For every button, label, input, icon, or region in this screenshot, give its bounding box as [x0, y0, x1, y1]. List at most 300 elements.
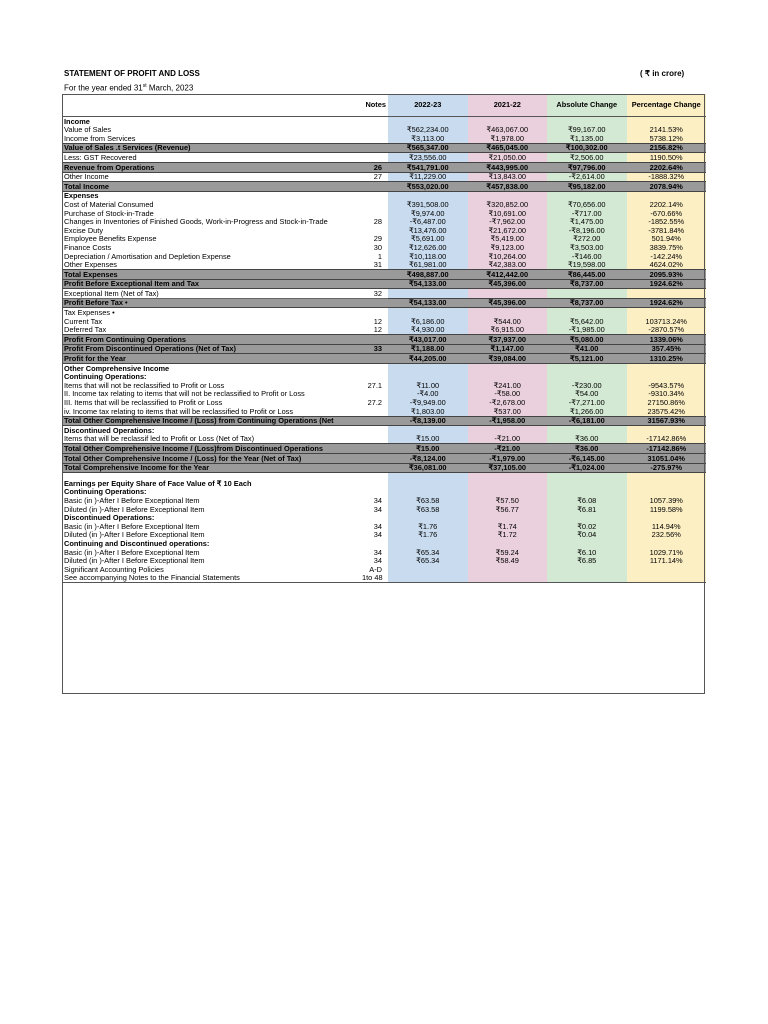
value-2021-22: -₹1,958.00	[468, 416, 548, 426]
table-row	[62, 117, 706, 126]
percentage-change-value	[627, 289, 707, 299]
percentage-change-value: 2095.93%	[627, 270, 707, 280]
percentage-change-value	[627, 117, 707, 126]
row-label: Total Expenses	[62, 270, 360, 280]
absolute-change-value: ₹99,167.00	[547, 126, 627, 135]
value-2021-22: ₹10,264.00	[468, 252, 548, 261]
row-note	[360, 539, 388, 548]
percentage-change-value	[627, 514, 707, 523]
value-2021-22	[468, 117, 548, 126]
table-row	[62, 453, 706, 463]
absolute-change-value: ₹5,642.00	[547, 317, 627, 326]
percentage-change-value: 1339.06%	[627, 335, 707, 345]
table-row	[62, 162, 706, 172]
row-label: Purchase of Stock-in-Trade	[64, 208, 154, 218]
percentage-change-value: -1888.32%	[627, 172, 707, 182]
percentage-change-value: 1924.62%	[627, 279, 707, 289]
table-row	[62, 226, 706, 235]
value-2021-22: ₹42,383.00	[468, 261, 548, 270]
value-2022-23: ₹553,020.00	[388, 182, 468, 192]
absolute-change-header: Absolute Change	[547, 94, 627, 117]
row-label: Continuing Operations:	[64, 372, 147, 382]
row-label: Changes in Inventories of Finished Goods, Work-in-Progress and Stock-in-Trade	[64, 217, 328, 227]
percentage-change-value: 2202.14%	[627, 200, 707, 209]
absolute-change-value	[547, 364, 627, 373]
value-2022-23: ₹1.76	[388, 531, 468, 540]
absolute-change-value: ₹272.00	[547, 235, 627, 244]
absolute-change-value	[547, 488, 627, 497]
value-2022-23: ₹36,081.00	[388, 463, 468, 473]
row-note: 28	[373, 217, 382, 227]
period-suffix: March, 2023	[146, 83, 194, 93]
absolute-change-value: -₹1,024.00	[547, 463, 627, 473]
table-row	[62, 182, 706, 192]
table-row	[62, 354, 706, 364]
row-note: 34	[373, 504, 382, 514]
row-note: 29	[373, 234, 382, 244]
row-note	[360, 416, 388, 426]
absolute-change-value	[547, 479, 627, 488]
absolute-change-value	[547, 574, 627, 583]
row-label: Total Comprehensive Income for the Year	[62, 463, 360, 473]
row-label: II. Income tax relating to items that will not be reclassified to Profit or Loss	[64, 389, 305, 399]
percentage-change-value: 5738.12%	[627, 134, 707, 143]
value-2021-22: ₹412,442.00	[468, 270, 548, 280]
row-note: 26	[360, 162, 388, 172]
percentage-change-value: -9310.34%	[627, 390, 707, 399]
percentage-change-value: 2078.94%	[627, 182, 707, 192]
percentage-change-value: 1057.39%	[627, 496, 707, 505]
row-label: Profit From Discontinued Operations (Net of Tax)	[62, 344, 360, 354]
row-label: Income from Services	[64, 134, 136, 143]
row-label: Total Other Comprehensive Income / (Loss) from Continuing Operations (Net	[62, 416, 360, 426]
row-label: Value of Sales .t Services (Revenue)	[62, 143, 360, 153]
row-label: Less: GST Recovered	[64, 152, 137, 162]
value-2021-22: ₹1,147.00	[468, 344, 548, 354]
percentage-change-header: Percentage Change	[627, 94, 707, 117]
value-2022-23: ₹43,017.00	[388, 335, 468, 345]
table-row	[62, 308, 706, 317]
absolute-change-value: ₹8,737.00	[547, 279, 627, 289]
absolute-change-value: -₹6,145.00	[547, 453, 627, 463]
percentage-change-value	[627, 308, 707, 317]
percentage-change-value	[627, 574, 707, 583]
value-2021-22: ₹37,105.00	[468, 463, 548, 473]
percentage-change-value: 2141.53%	[627, 126, 707, 135]
row-label: Profit for the Year	[62, 354, 360, 364]
percentage-change-value: 4624.02%	[627, 261, 707, 270]
table-row	[62, 381, 706, 390]
table-row	[62, 218, 706, 227]
percentage-change-value	[627, 479, 707, 488]
value-2022-23: ₹63.58	[388, 505, 468, 514]
value-2021-22: ₹39,084.00	[468, 354, 548, 364]
row-note	[360, 335, 388, 345]
row-note	[360, 514, 388, 523]
value-2021-22	[468, 479, 548, 488]
table-row	[62, 514, 706, 523]
row-note	[360, 153, 388, 163]
table-body	[62, 117, 706, 583]
row-label: Earnings per Equity Share of Face Value of ₹ 10 Each	[64, 479, 252, 488]
table-row	[62, 235, 706, 244]
value-2021-22	[468, 539, 548, 548]
value-2021-22	[468, 373, 548, 382]
value-2021-22: ₹9,123.00	[468, 243, 548, 252]
row-note: 1	[377, 251, 382, 261]
value-2022-23	[388, 565, 468, 574]
value-2021-22: ₹1,978.00	[468, 134, 548, 143]
absolute-change-value: ₹6.10	[547, 548, 627, 557]
row-label: Current Tax	[64, 317, 103, 326]
value-2022-23	[388, 479, 468, 488]
value-2022-23: -₹9,949.00	[388, 398, 468, 407]
table-row	[62, 407, 706, 416]
row-label: Discontinued Operations:	[64, 425, 155, 435]
table-row	[62, 539, 706, 548]
absolute-change-value	[547, 373, 627, 382]
table-row	[62, 390, 706, 399]
table-row	[62, 335, 706, 345]
value-2021-22	[468, 191, 548, 200]
percentage-change-value	[627, 488, 707, 497]
table-row	[62, 565, 706, 574]
row-label: Cost of Material Consumed	[64, 200, 154, 209]
row-label: Profit Before Tax •	[62, 298, 360, 308]
table-row	[62, 289, 706, 299]
table-row	[62, 270, 706, 280]
row-note	[360, 453, 388, 463]
row-label: Diluted (in )-After I Before Exceptional Item	[64, 530, 205, 540]
value-2022-23: ₹1,803.00	[388, 407, 468, 416]
value-2022-23: ₹391,508.00	[388, 200, 468, 209]
notes-header: Notes	[360, 94, 388, 117]
row-note	[360, 407, 388, 416]
row-label: Deferred Tax	[64, 325, 107, 335]
value-2022-23	[388, 426, 468, 435]
table-row	[62, 261, 706, 270]
row-label: Other Expenses	[64, 260, 117, 270]
row-note	[360, 463, 388, 473]
table-row	[62, 548, 706, 557]
table-row	[62, 200, 706, 209]
profit-loss-table	[62, 94, 706, 583]
percentage-change-value: 501.94%	[627, 235, 707, 244]
row-note: 27	[373, 172, 382, 182]
row-note	[360, 182, 388, 192]
table-row	[62, 488, 706, 497]
table-row	[62, 444, 706, 454]
absolute-change-value: ₹3,503.00	[547, 243, 627, 252]
row-note: 33	[360, 344, 388, 354]
value-2022-23: ₹562,234.00	[388, 126, 468, 135]
absolute-change-value	[547, 191, 627, 200]
absolute-change-value: -₹146.00	[547, 252, 627, 261]
absolute-change-value: ₹5,080.00	[547, 335, 627, 345]
row-note	[360, 209, 388, 218]
percentage-change-value: 1190.50%	[627, 153, 707, 163]
row-note	[360, 191, 388, 200]
table-row	[62, 505, 706, 514]
row-label: Items that will not be reclassified to Profit or Loss	[64, 381, 225, 390]
percentage-change-value	[627, 364, 707, 373]
value-2021-22: ₹537.00	[468, 407, 548, 416]
row-label: Employee Benefits Expense	[64, 234, 157, 244]
value-2022-23: ₹11.00	[388, 381, 468, 390]
value-2021-22: ₹10,691.00	[468, 209, 548, 218]
row-label: See accompanying Notes to the Financial Statements	[62, 574, 360, 583]
row-label: Depreciation / Amortisation and Depletion Expense	[64, 251, 231, 261]
percentage-change-value: 31051.04%	[627, 453, 707, 463]
percentage-change-value: 1199.58%	[627, 505, 707, 514]
value-2021-22: ₹21,050.00	[468, 153, 548, 163]
row-note: 32	[360, 289, 388, 299]
row-label: Profit From Continuing Operations	[62, 335, 360, 345]
value-2021-22: ₹57.50	[468, 496, 548, 505]
table-row	[62, 426, 706, 435]
row-label: Continuing Operations:	[64, 487, 147, 497]
value-2022-23: ₹54,133.00	[388, 298, 468, 308]
value-2022-23: ₹65.34	[388, 557, 468, 566]
absolute-change-value: ₹6.81	[547, 505, 627, 514]
year-2021-22-header: 2021-22	[468, 94, 548, 117]
table-row	[62, 143, 706, 153]
row-label: Expenses	[64, 191, 99, 201]
row-label: Exceptional Item (Net of Tax)	[62, 289, 360, 299]
percentage-change-value	[627, 565, 707, 574]
value-2022-23: ₹1,188.00	[388, 344, 468, 354]
percentage-change-value: 27150.86%	[627, 398, 707, 407]
percentage-change-value	[627, 539, 707, 548]
row-note: 12	[373, 325, 382, 335]
value-2022-23: ₹23,556.00	[388, 153, 468, 163]
row-note: 27.1	[367, 381, 382, 390]
absolute-change-value: ₹86,445.00	[547, 270, 627, 280]
absolute-change-value: ₹5,121.00	[547, 354, 627, 364]
row-label: Profit Before Exceptional Item and Tax	[62, 279, 360, 289]
table-row	[62, 531, 706, 540]
absolute-change-value: -₹717.00	[547, 209, 627, 218]
statement-period	[64, 83, 193, 93]
value-2021-22: ₹241.00	[468, 381, 548, 390]
row-label: III. Items that will be reclassified to Profit or Loss	[64, 398, 223, 407]
value-2022-23: ₹61,981.00	[388, 261, 468, 270]
absolute-change-value: ₹36.00	[547, 444, 627, 454]
row-label: Value of Sales	[64, 125, 112, 135]
percentage-change-value: 1029.71%	[627, 548, 707, 557]
percentage-change-value: 232.56%	[627, 531, 707, 540]
value-2021-22: ₹56.77	[468, 505, 548, 514]
row-label: Total Other Comprehensive Income / (Loss)from Discontinued Operations	[62, 444, 360, 454]
table-row	[62, 416, 706, 426]
absolute-change-value: ₹95,182.00	[547, 182, 627, 192]
row-note	[360, 143, 388, 153]
percentage-change-value: 23575.42%	[627, 407, 707, 416]
statement-title: STATEMENT OF PROFIT AND LOSS	[64, 69, 200, 78]
table-row	[62, 522, 706, 531]
value-2021-22	[468, 364, 548, 373]
value-2022-23	[388, 373, 468, 382]
value-2021-22	[468, 514, 548, 523]
absolute-change-value: ₹70,656.00	[547, 200, 627, 209]
percentage-change-value: 3839.75%	[627, 243, 707, 252]
value-2021-22: -₹21.00	[468, 444, 548, 454]
value-2021-22: ₹463,067.00	[468, 126, 548, 135]
percentage-change-value: 2156.82%	[627, 143, 707, 153]
value-2021-22: ₹457,838.00	[468, 182, 548, 192]
row-label: Total Income	[62, 182, 360, 192]
year-2022-23-header: 2022-23	[388, 94, 468, 117]
table-row	[62, 574, 706, 583]
value-2022-23: ₹12,626.00	[388, 243, 468, 252]
value-2021-22: -₹2,678.00	[468, 398, 548, 407]
currency-unit-label: ( ₹ in crore)	[640, 69, 685, 78]
percentage-change-value: -3781.84%	[627, 226, 707, 235]
value-2022-23	[388, 539, 468, 548]
value-2022-23: -₹8,124.00	[388, 453, 468, 463]
period-prefix: For the year ended 31	[64, 83, 143, 93]
absolute-change-value	[547, 289, 627, 299]
row-label: iv. Income tax relating to items that will be reclassified to Profit or Loss	[64, 407, 294, 416]
row-note: A-D	[369, 565, 382, 574]
row-note: 34	[373, 522, 382, 531]
value-2022-23: ₹5,691.00	[388, 235, 468, 244]
row-note	[360, 298, 388, 308]
table-row	[62, 463, 706, 473]
percentage-change-value: -142.24%	[627, 252, 707, 261]
value-2021-22	[468, 308, 548, 317]
value-2021-22: ₹21,672.00	[468, 226, 548, 235]
table-row	[62, 326, 706, 335]
particulars-header	[62, 94, 360, 117]
row-label: Total Other Comprehensive Income / (Loss) for the Year (Net of Tax)	[62, 453, 360, 463]
row-label: Other Comprehensive Income	[64, 363, 170, 373]
value-2021-22: -₹1,979.00	[468, 453, 548, 463]
absolute-change-value: ₹19,598.00	[547, 261, 627, 270]
value-2021-22: ₹5,419.00	[468, 235, 548, 244]
absolute-change-value: ₹36.00	[547, 435, 627, 444]
percentage-change-value: 1171.14%	[627, 557, 707, 566]
value-2021-22: ₹320,852.00	[468, 200, 548, 209]
percentage-change-value: -670.66%	[627, 209, 707, 218]
absolute-change-value: -₹2,614.00	[547, 172, 627, 182]
row-note	[360, 354, 388, 364]
row-note	[360, 426, 388, 435]
row-note	[360, 373, 388, 382]
table-row	[62, 134, 706, 143]
table-row	[62, 317, 706, 326]
absolute-change-value: -₹6,181.00	[547, 416, 627, 426]
value-2022-23	[388, 308, 468, 317]
absolute-change-value	[547, 308, 627, 317]
period-ordinal: st	[142, 83, 147, 89]
table-row	[62, 172, 706, 182]
value-2022-23: ₹15.00	[388, 444, 468, 454]
row-label: Revenue from Operations	[62, 162, 360, 172]
absolute-change-value: ₹100,302.00	[547, 143, 627, 153]
row-note	[360, 126, 388, 135]
value-2022-23: ₹4,930.00	[388, 326, 468, 335]
percentage-change-value: 114.94%	[627, 522, 707, 531]
table-row	[62, 364, 706, 373]
value-2022-23: ₹63.58	[388, 496, 468, 505]
row-label: Discontinued Operations:	[64, 513, 155, 523]
absolute-change-value	[547, 565, 627, 574]
percentage-change-value: 1924.62%	[627, 298, 707, 308]
value-2022-23: ₹3,113.00	[388, 134, 468, 143]
value-2021-22: ₹45,396.00	[468, 298, 548, 308]
value-2021-22	[468, 426, 548, 435]
row-note	[360, 134, 388, 143]
percentage-change-value: 2202.64%	[627, 162, 707, 172]
table-row	[62, 496, 706, 505]
value-2021-22: ₹6,915.00	[468, 326, 548, 335]
percentage-change-value	[627, 191, 707, 200]
absolute-change-value: -₹1,985.00	[547, 326, 627, 335]
row-note: 27.2	[367, 398, 382, 407]
percentage-change-value	[627, 373, 707, 382]
percentage-change-value: -9543.57%	[627, 381, 707, 390]
value-2022-23: ₹44,205.00	[388, 354, 468, 364]
absolute-change-value: ₹1,475.00	[547, 218, 627, 227]
value-2022-23: -₹6,487.00	[388, 218, 468, 227]
row-label: Basic (in )-After I Before Exceptional Item	[64, 547, 200, 557]
absolute-change-value: ₹1,135.00	[547, 134, 627, 143]
value-2022-23: ₹565,347.00	[388, 143, 468, 153]
absolute-change-value: ₹2,506.00	[547, 153, 627, 163]
row-label: Diluted (in )-After I Before Exceptional Item	[64, 504, 205, 514]
row-note	[360, 444, 388, 454]
percentage-change-value: -275.97%	[627, 463, 707, 473]
absolute-change-value	[547, 426, 627, 435]
absolute-change-value: ₹8,737.00	[547, 298, 627, 308]
row-note	[360, 435, 388, 444]
value-2022-23	[388, 191, 468, 200]
row-note: 12	[373, 317, 382, 326]
row-label: Finance Costs	[64, 243, 112, 252]
value-2022-23	[388, 514, 468, 523]
value-2022-23: ₹498,887.00	[388, 270, 468, 280]
row-note	[360, 479, 388, 488]
value-2022-23: ₹13,476.00	[388, 226, 468, 235]
percentage-change-value	[627, 426, 707, 435]
row-note	[360, 390, 388, 399]
absolute-change-value: ₹0.02	[547, 522, 627, 531]
row-label: Continuing and Discontinued operations:	[64, 539, 210, 548]
value-2022-23: -₹4.00	[388, 390, 468, 399]
absolute-change-value	[547, 539, 627, 548]
row-label: Tax Expenses •	[64, 308, 115, 318]
absolute-change-value	[547, 514, 627, 523]
table-row	[62, 479, 706, 488]
absolute-change-value: ₹97,796.00	[547, 162, 627, 172]
value-2021-22	[468, 574, 548, 583]
value-2021-22: ₹37,937.00	[468, 335, 548, 345]
percentage-change-value: 1310.25%	[627, 354, 707, 364]
value-2022-23: ₹541,791.00	[388, 162, 468, 172]
row-label: Significant Accounting Policies	[64, 565, 164, 574]
table-row	[62, 557, 706, 566]
table-row	[62, 279, 706, 289]
absolute-change-value: ₹6.08	[547, 496, 627, 505]
value-2021-22	[468, 289, 548, 299]
row-note	[360, 200, 388, 209]
absolute-change-value: ₹54.00	[547, 390, 627, 399]
percentage-change-value: -1852.55%	[627, 218, 707, 227]
value-2021-22: -₹58.00	[468, 390, 548, 399]
value-2021-22: -₹7,962.00	[468, 218, 548, 227]
table-row	[62, 373, 706, 382]
